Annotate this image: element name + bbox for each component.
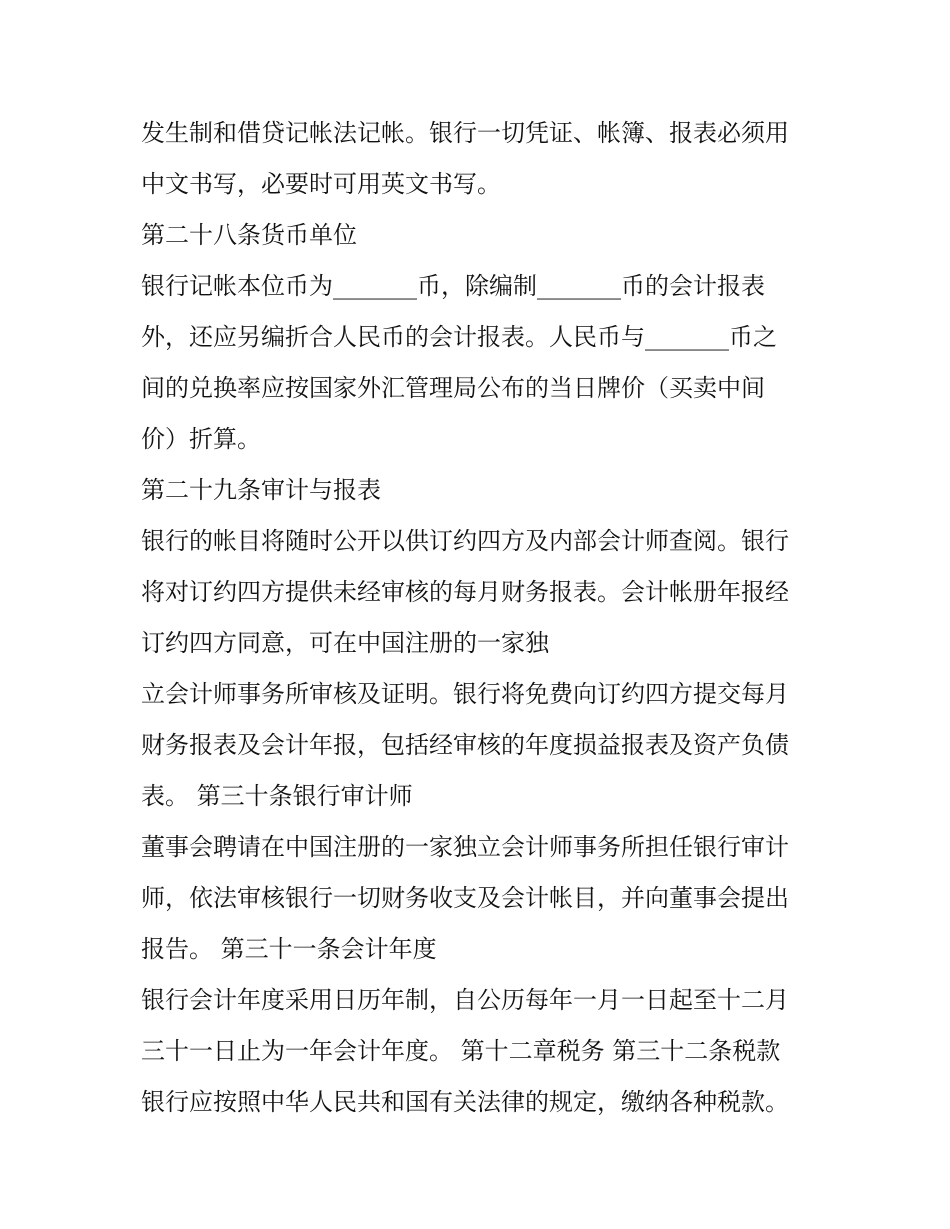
text-line-13: 财务报表及会计年报，包括经审核的年度损益报表及资产负债 (141, 731, 789, 759)
text-line-4: 银行记帐本位币为_______币，除编制_______币的会计报表 (141, 272, 765, 300)
text-line-14: 表。 第三十条银行审计师 (141, 782, 413, 810)
text-line-1: 发生制和借贷记帐法记帐。银行一切凭证、帐簿、报表必须用 (141, 119, 789, 147)
text-line-19: 三十一日止为一年会计年度。 第十二章税务 第三十二条税款 (141, 1037, 781, 1065)
text-line-6: 间的兑换率应按国家外汇管理局公布的当日牌价（买卖中间 (141, 374, 765, 402)
text-line-17: 报告。 第三十一条会计年度 (141, 935, 437, 963)
text-line-9: 银行的帐目将随时公开以供订约四方及内部会计师查阅。银行 (141, 527, 789, 555)
text-line-15: 董事会聘请在中国注册的一家独立会计师事务所担任银行审计 (141, 833, 789, 861)
document-body (141, 108, 821, 1128)
text-line-16: 师，依法审核银行一切财务收支及会计帐目，并向董事会提出 (141, 884, 789, 912)
article-heading-28: 第二十八条货币单位 (141, 221, 357, 249)
text-line-7: 价）折算。 (141, 425, 261, 453)
article-heading-29: 第二十九条审计与报表 (141, 476, 381, 504)
text-line-2: 中文书写，必要时可用英文书写。 (141, 170, 501, 198)
text-line-5: 外，还应另编折合人民币的会计报表。人民币与_______币之 (141, 323, 777, 351)
text-line-20: 银行应按照中华人民共和国有关法律的规定，缴纳各种税款。 (141, 1088, 789, 1116)
text-line-10: 将对订约四方提供未经审核的每月财务报表。会计帐册年报经 (141, 578, 789, 606)
text-line-18: 银行会计年度采用日历年制，自公历每年一月一日起至十二月 (141, 986, 789, 1014)
text-line-12: 立会计师事务所审核及证明。银行将免费向订约四方提交每月 (141, 680, 789, 708)
text-line-11: 订约四方同意，可在中国注册的一家独 (141, 629, 549, 657)
